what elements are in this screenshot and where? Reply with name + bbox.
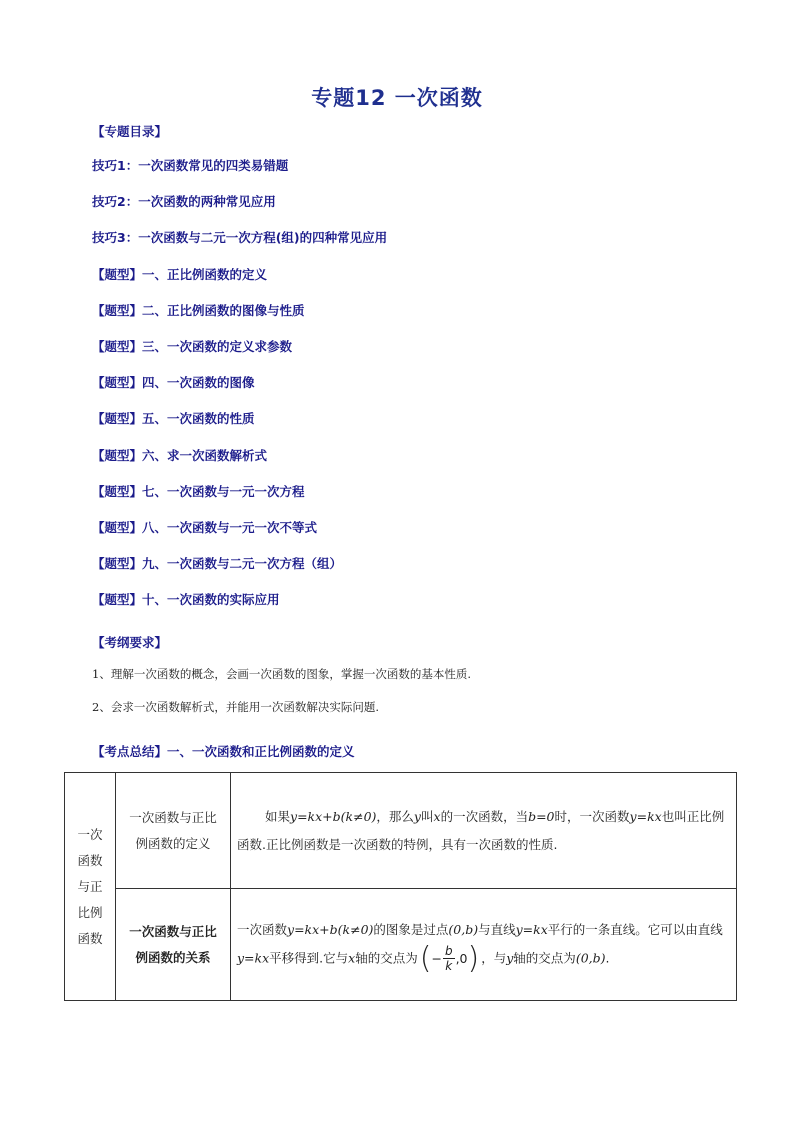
math-expr: (0,b) [575, 950, 606, 965]
requirement-item: 2、会求一次函数解析式，并能用一次函数解决实际问题. [92, 700, 379, 714]
math-expr: y=kx+b(k≠0) [290, 808, 377, 824]
text: . [605, 950, 610, 965]
toc-item: 【题型】十、一次函数的实际应用 [92, 592, 280, 608]
left-paren: ( [419, 940, 432, 976]
fraction-denominator: k [445, 959, 453, 973]
label-line: 一次函数与正比 [129, 923, 217, 939]
text: 时，一次函数 [554, 808, 630, 824]
requirements-list [92, 666, 471, 732]
toc-list [92, 158, 387, 628]
toc-item: 【题型】四、一次函数的图像 [92, 375, 255, 391]
requirements-heading: 【考纲要求】 [92, 635, 168, 650]
toc-item: 【题型】八、一次函数与一元一次不等式 [92, 519, 318, 535]
text: 也叫正比例函数.正比例函数是一次函数的特例，具有一次函数的性质. [237, 808, 725, 852]
table-row [65, 773, 737, 889]
definition-label-cell [116, 773, 231, 889]
label-line: 例函数的定义 [135, 835, 211, 851]
intercept-fraction [419, 940, 480, 976]
toc-heading: 【专题目录】 [92, 124, 168, 139]
text: 叫 [420, 808, 434, 824]
text: 的图象是过点 [373, 921, 449, 937]
toc-item: 【题型】二、正比例函数的图像与性质 [92, 302, 305, 318]
fraction-tail: ,0 [455, 950, 468, 966]
math-expr: y [506, 950, 514, 965]
category-line: 函数 [77, 930, 103, 946]
summary-heading: 【考点总结】一、一次函数和正比例函数的定义 [92, 744, 355, 759]
toc-item: 技巧2：一次函数的两种常见应用 [92, 194, 276, 210]
page-title: 专题12 一次函数 [311, 86, 483, 110]
text: 一次函数 [237, 921, 288, 937]
right-paren: ) [467, 940, 480, 976]
fraction-numerator: b [444, 944, 453, 958]
math-expr: x [348, 950, 356, 965]
text: ，那么 [376, 808, 414, 824]
category-line: 函数 [77, 852, 103, 868]
text: 轴的交点为 [513, 950, 576, 965]
math-expr: y=kx+b(k≠0) [287, 921, 374, 937]
toc-item: 【题型】七、一次函数与一元一次方程 [92, 483, 305, 499]
toc-item: 技巧1：一次函数常见的四类易错题 [92, 158, 289, 173]
minus-sign: − [431, 950, 442, 966]
math-expr: y=kx [237, 950, 270, 965]
text: 平移得到.它与 [269, 950, 349, 965]
knowledge-table [64, 772, 737, 1001]
category-line: 与正 [77, 878, 103, 894]
math-expr: b=0 [528, 808, 555, 824]
math-expr: y=kx [629, 808, 662, 824]
toc-item: 【题型】三、一次函数的定义求参数 [92, 338, 293, 354]
fraction [443, 944, 455, 973]
relation-label-cell [116, 889, 231, 1001]
math-expr: y [413, 808, 421, 824]
math-expr: y=kx [515, 921, 548, 937]
toc-item: 【题型】五、一次函数的性质 [92, 411, 255, 427]
category-line: 一次 [77, 826, 103, 842]
table-row [65, 889, 737, 1001]
text: 轴的交点为 [355, 950, 418, 965]
label-line: 一次函数与正比 [129, 809, 217, 825]
toc-item: 【题型】九、一次函数与二元一次方程（组） [92, 556, 343, 572]
relation-content-cell [231, 889, 737, 1001]
definition-content-cell [231, 773, 737, 889]
text: ，与 [481, 950, 507, 965]
category-line: 比例 [77, 904, 103, 920]
toc-item: 技巧3：一次函数与二元一次方程(组)的四种常见应用 [92, 230, 388, 246]
toc-item: 【题型】一、正比例函数的定义 [92, 266, 268, 282]
category-cell [65, 773, 116, 1001]
requirement-item: 1、理解一次函数的概念，会画一次函数的图象，掌握一次函数的基本性质. [92, 667, 471, 681]
text: 与直线 [478, 921, 516, 937]
text: 如果 [265, 808, 291, 824]
math-expr: x [433, 808, 441, 824]
label-line: 例函数的关系 [135, 949, 211, 965]
text: 的一次函数，当 [440, 808, 529, 824]
math-expr: (0,b) [448, 921, 479, 937]
text: 平行的一条直线。它可以由直线 [547, 921, 723, 937]
toc-item: 【题型】六、求一次函数解析式 [92, 447, 268, 463]
